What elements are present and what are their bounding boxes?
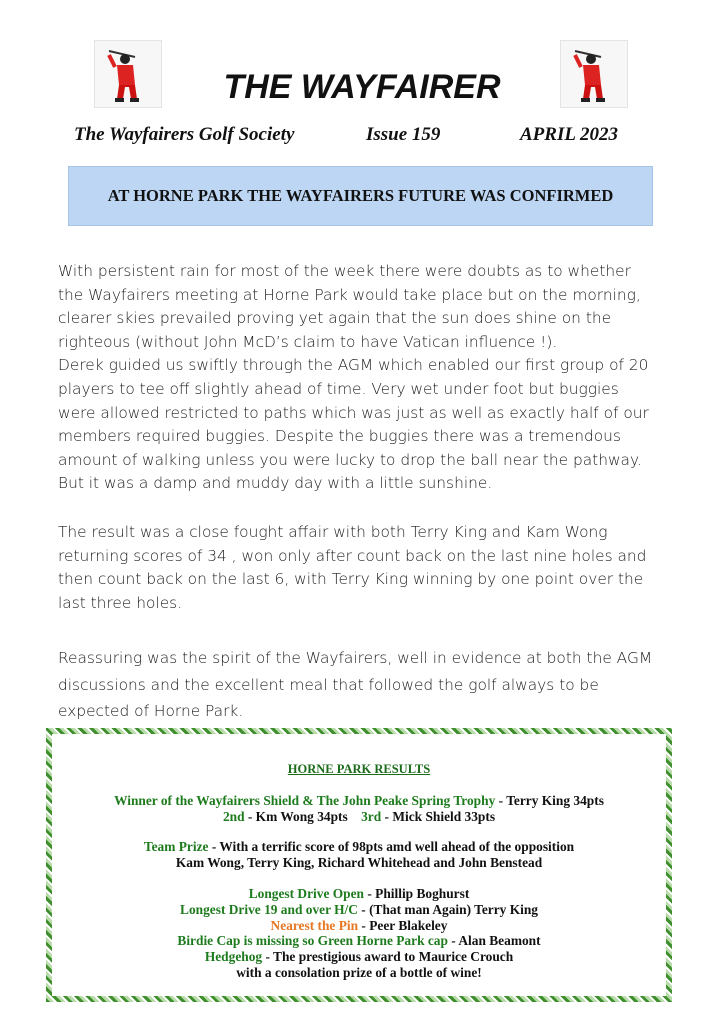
award-label: Winner of the Wayfairers Shield & The John Peake Spring Trophy [114,792,496,808]
award-label: Longest Drive Open [248,885,364,901]
award-value: - Mick Shield 33pts [381,808,496,824]
longest-drive-19-line [52,902,666,918]
award-label: Birdie Cap is missing so Green Horne Park cap [177,933,448,949]
shield-winner-line [52,793,666,809]
award-value: - Peer Blakeley [358,917,448,933]
issue-date: APRIL 2023 [520,124,618,145]
text-line: then count back on the last 6, with Terry King winning by one point over the [58,570,644,589]
article-paragraph-2 [58,521,670,615]
text-line: Reassuring was the spirit of the Wayfairers, well in evidence at both the AGM [58,649,653,667]
headline-text: AT HORNE PARK THE WAYFAIRERS FUTURE WAS CONFIRMED [107,186,614,205]
birdie-cap-line [52,933,666,949]
text-line: members required buggies. Despite the buggies there was a tremendous [58,427,621,446]
award-value: - Terry King 34pts [495,792,604,808]
text-line: players to tee off slightly ahead of time. Very wet under foot but buggies [58,379,619,398]
text-line: were allowed restricted to paths which was just as well as exactly half of our [58,403,649,422]
headline-banner [68,166,653,226]
text-line: returning scores of 34 , won only after count back on the last nine holes and [58,546,647,565]
text-line: With persistent rain for most of the week there were doubts as to whether [58,262,631,280]
award-label: 3rd [361,808,382,824]
award-value: - Km Wong 34pts [244,808,348,824]
award-label: Hedgehog [204,949,263,965]
hedgehog-line [52,949,666,965]
newsletter-title: THE WAYFAIRER [223,68,501,106]
award-value: - With a terrific score of 98pts amd well ahead of the opposition [208,839,575,855]
text-line: The result was a close fought affair with both Terry King and Kam Wong [58,523,608,541]
award-value: - Phillip Boghurst [364,885,470,901]
issue-line [0,124,724,148]
text-line: amount of walking unless you were lucky to drop the ball near the pathway. [58,450,642,469]
award-value: - The prestigious award to Maurice Crouch [262,949,514,965]
text-line: Derek guided us swiftly through the AGM which enabled our first group of 20 [58,356,649,375]
text-line: discussions and the excellent meal that followed the golf always to be [58,675,599,694]
text-line: the Wayfairers meeting at Horne Park would take place but on the morning, [58,285,641,304]
nearest-pin-line [52,918,666,934]
article-paragraph-1 [58,260,670,496]
text-line: righteous (without John McD’s claim to have Vatican influence !). [58,332,558,351]
award-label: 2nd [222,808,245,824]
text-line: But it was a damp and muddy day with a little sunshine. [58,474,493,493]
team-members-line: Kam Wong, Terry King, Richard Whitehead and John Benstead [175,855,543,871]
society-name: The Wayfairers Golf Society [74,124,295,145]
hedgehog-extra-line: with a consolation prize of a bottle of wine! [236,964,482,980]
award-value: - Alan Beamont [447,933,541,949]
text-line: clearer skies prevailed proving yet again that the sun does shine on the [58,309,612,328]
longest-drive-open-line [52,886,666,902]
results-box [46,728,672,1002]
award-label: Nearest the Pin [270,917,359,933]
text-line: expected of Horne Park. [58,702,244,720]
text-line: last three holes. [58,593,183,612]
article-paragraph-3 [58,645,670,725]
award-label: Longest Drive 19 and over H/C [180,901,358,917]
results-content [52,734,666,996]
results-title: HORNE PARK RESULTS [287,762,431,776]
award-value: - (That man Again) Terry King [357,901,538,917]
award-label: Team Prize [143,839,209,855]
team-prize-line [52,839,666,855]
issue-number: Issue 159 [366,124,441,145]
placings-line [52,809,666,825]
